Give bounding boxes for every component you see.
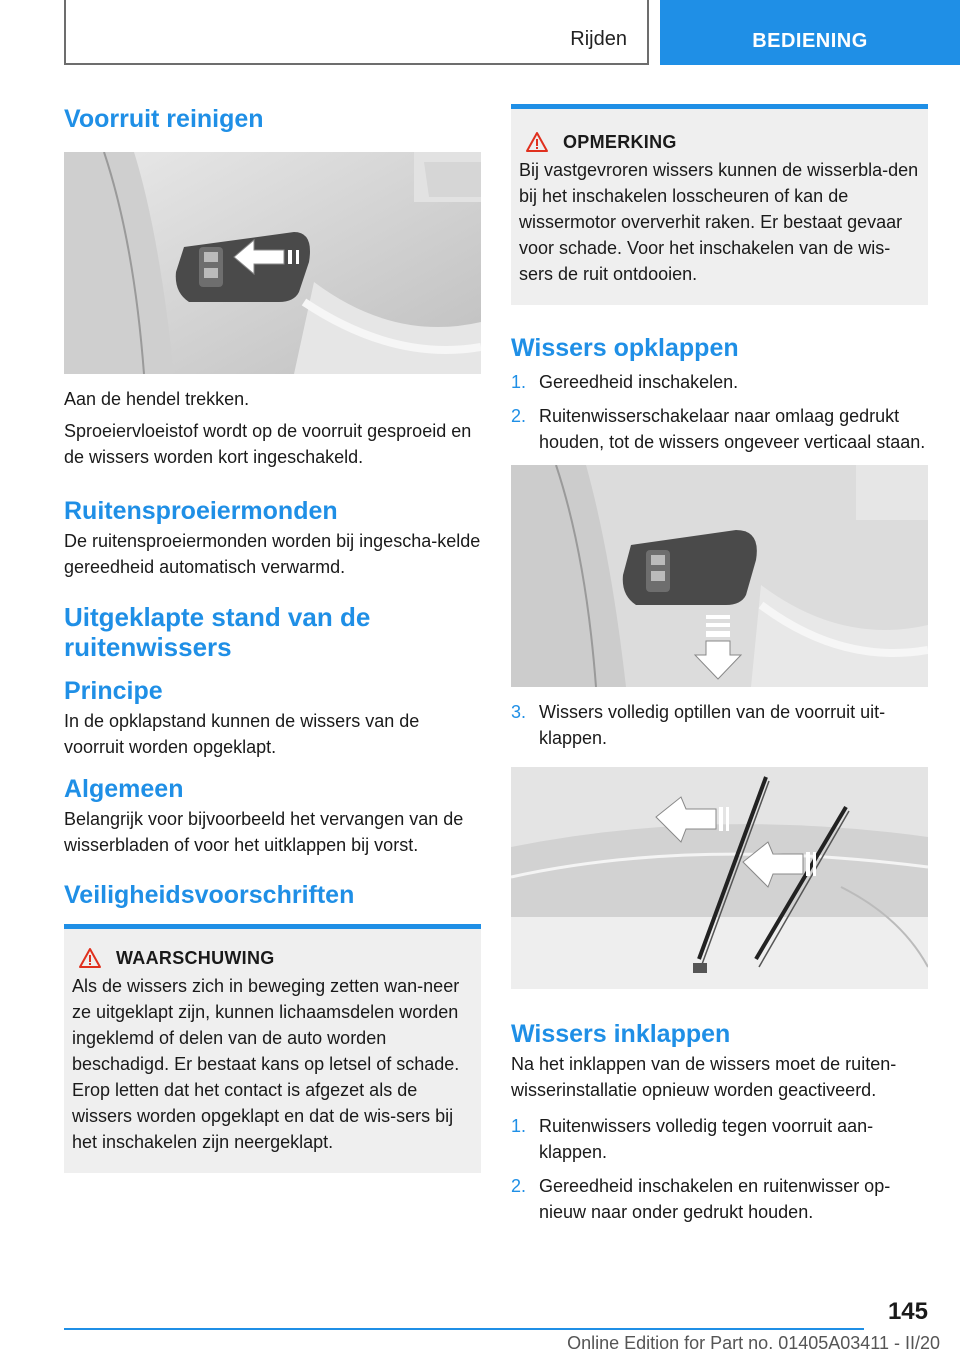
chapter-tab [660,0,960,65]
step-text: Wissers volledig optillen van de voorruit uit-klappen. [539,702,886,748]
step-text: Ruitenwissers volledig tegen voorruit aan-klappen. [539,1116,874,1162]
step-text: Gereedheid inschakelen. [539,372,739,392]
wiper-switch-down-illustration [511,465,928,687]
steps-list [511,1113,928,1225]
chapter-title: BEDIENING [752,30,868,52]
section-title: Rijden [570,28,627,50]
figure-wiper-switch-down [511,465,928,687]
heading-voorruit-reinigen: Voorruit reinigen [64,105,264,133]
footer-rule [64,1328,864,1330]
step-number: 1. [511,1116,527,1136]
wipers-lifted-illustration [511,767,928,989]
heading-wissers-inklappen: Wissers inklappen [511,1020,731,1048]
steps-list [511,699,928,751]
warning-title: WAARSCHUWING [116,947,275,968]
heading-uitgeklapte-stand: Uitgeklapte stand van de ruitenwissers [64,602,371,662]
right-column [511,100,928,1233]
heading-ruitensproeiermonden: Ruitensproeiermonden [64,497,338,525]
paragraph: Sproeiervloeistof wordt op de voorruit gesproeid en de wissers worden kort ingeschakeld. [64,421,472,467]
edition-line: Online Edition for Part no. 01405A03411 - II/20 [567,1333,940,1353]
wiper-lever-pull-illustration [64,152,481,374]
figure-wiper-lever-pull [64,152,481,374]
list-item [511,369,928,395]
list-item [511,1113,928,1165]
page-number: 145 [887,1298,928,1325]
paragraph: Belangrijk voor bijvoorbeeld het vervangen van de wisserbladen of voor het uitklappen bij vorst. [64,809,464,855]
paragraph: In de opklapstand kunnen de wissers van de voorruit worden opgeklapt. [64,711,420,757]
figure-wipers-lifted [511,767,928,989]
step-number: 2. [511,406,527,426]
paragraph: De ruitensproeiermonden worden bij ingescha-kelde gereedheid automatisch verwarmd. [64,531,481,577]
step-number: 1. [511,372,527,392]
left-column [64,100,481,1173]
note-title: OPMERKING [563,131,677,152]
warning-triangle-icon [78,947,102,969]
steps-list [511,369,928,455]
step-text: Gereedheid inschakelen en ruitenwisser op-nieuw naar onder gedrukt houden. [539,1176,891,1222]
list-item [511,403,928,455]
note-callout [511,109,928,305]
heading-veiligheidsvoorschriften: Veiligheidsvoorschriften [64,881,355,909]
note-text: Bij vastgevroren wissers kunnen de wisserbla-den bij het inschakelen losscheuren of kan de wissermotor oververhit raken. Er bestaat gevaar voor schade. Voor het inschakelen van de wis-sers de ruit ontdooien. [519,160,919,284]
warning-text: Als de wissers zich in beweging zetten wan-neer ze uitgeklapt zijn, kunnen lichaamsdelen worden ingeklemd of delen van de auto worden beschadigd. Er bestaat kans op letsel of schade. Erop letten dat het contact is afgezet als de wissers worden opgeklapt en dat de wis-sers bij het inschakelen zijn neergeklapt. [72,976,460,1152]
step-number: 3. [511,702,527,722]
step-text: Ruitenwisserschakelaar naar omlaag gedrukt houden, tot de wissers ongeveer verticaal staan. [539,406,926,452]
header-frame [64,0,649,65]
list-item [511,1173,928,1225]
heading-wissers-opklappen: Wissers opklappen [511,334,739,362]
step-number: 2. [511,1176,527,1196]
list-item [511,699,928,751]
heading-algemeen: Algemeen [64,775,184,803]
heading-principe: Principe [64,677,163,705]
paragraph: Na het inklappen van de wissers moet de ruiten-wisserinstallatie opnieuw worden geactiveerd. [511,1054,897,1100]
warning-callout [64,929,481,1173]
warning-triangle-icon [525,131,549,153]
paragraph: Aan de hendel trekken. [64,389,250,409]
